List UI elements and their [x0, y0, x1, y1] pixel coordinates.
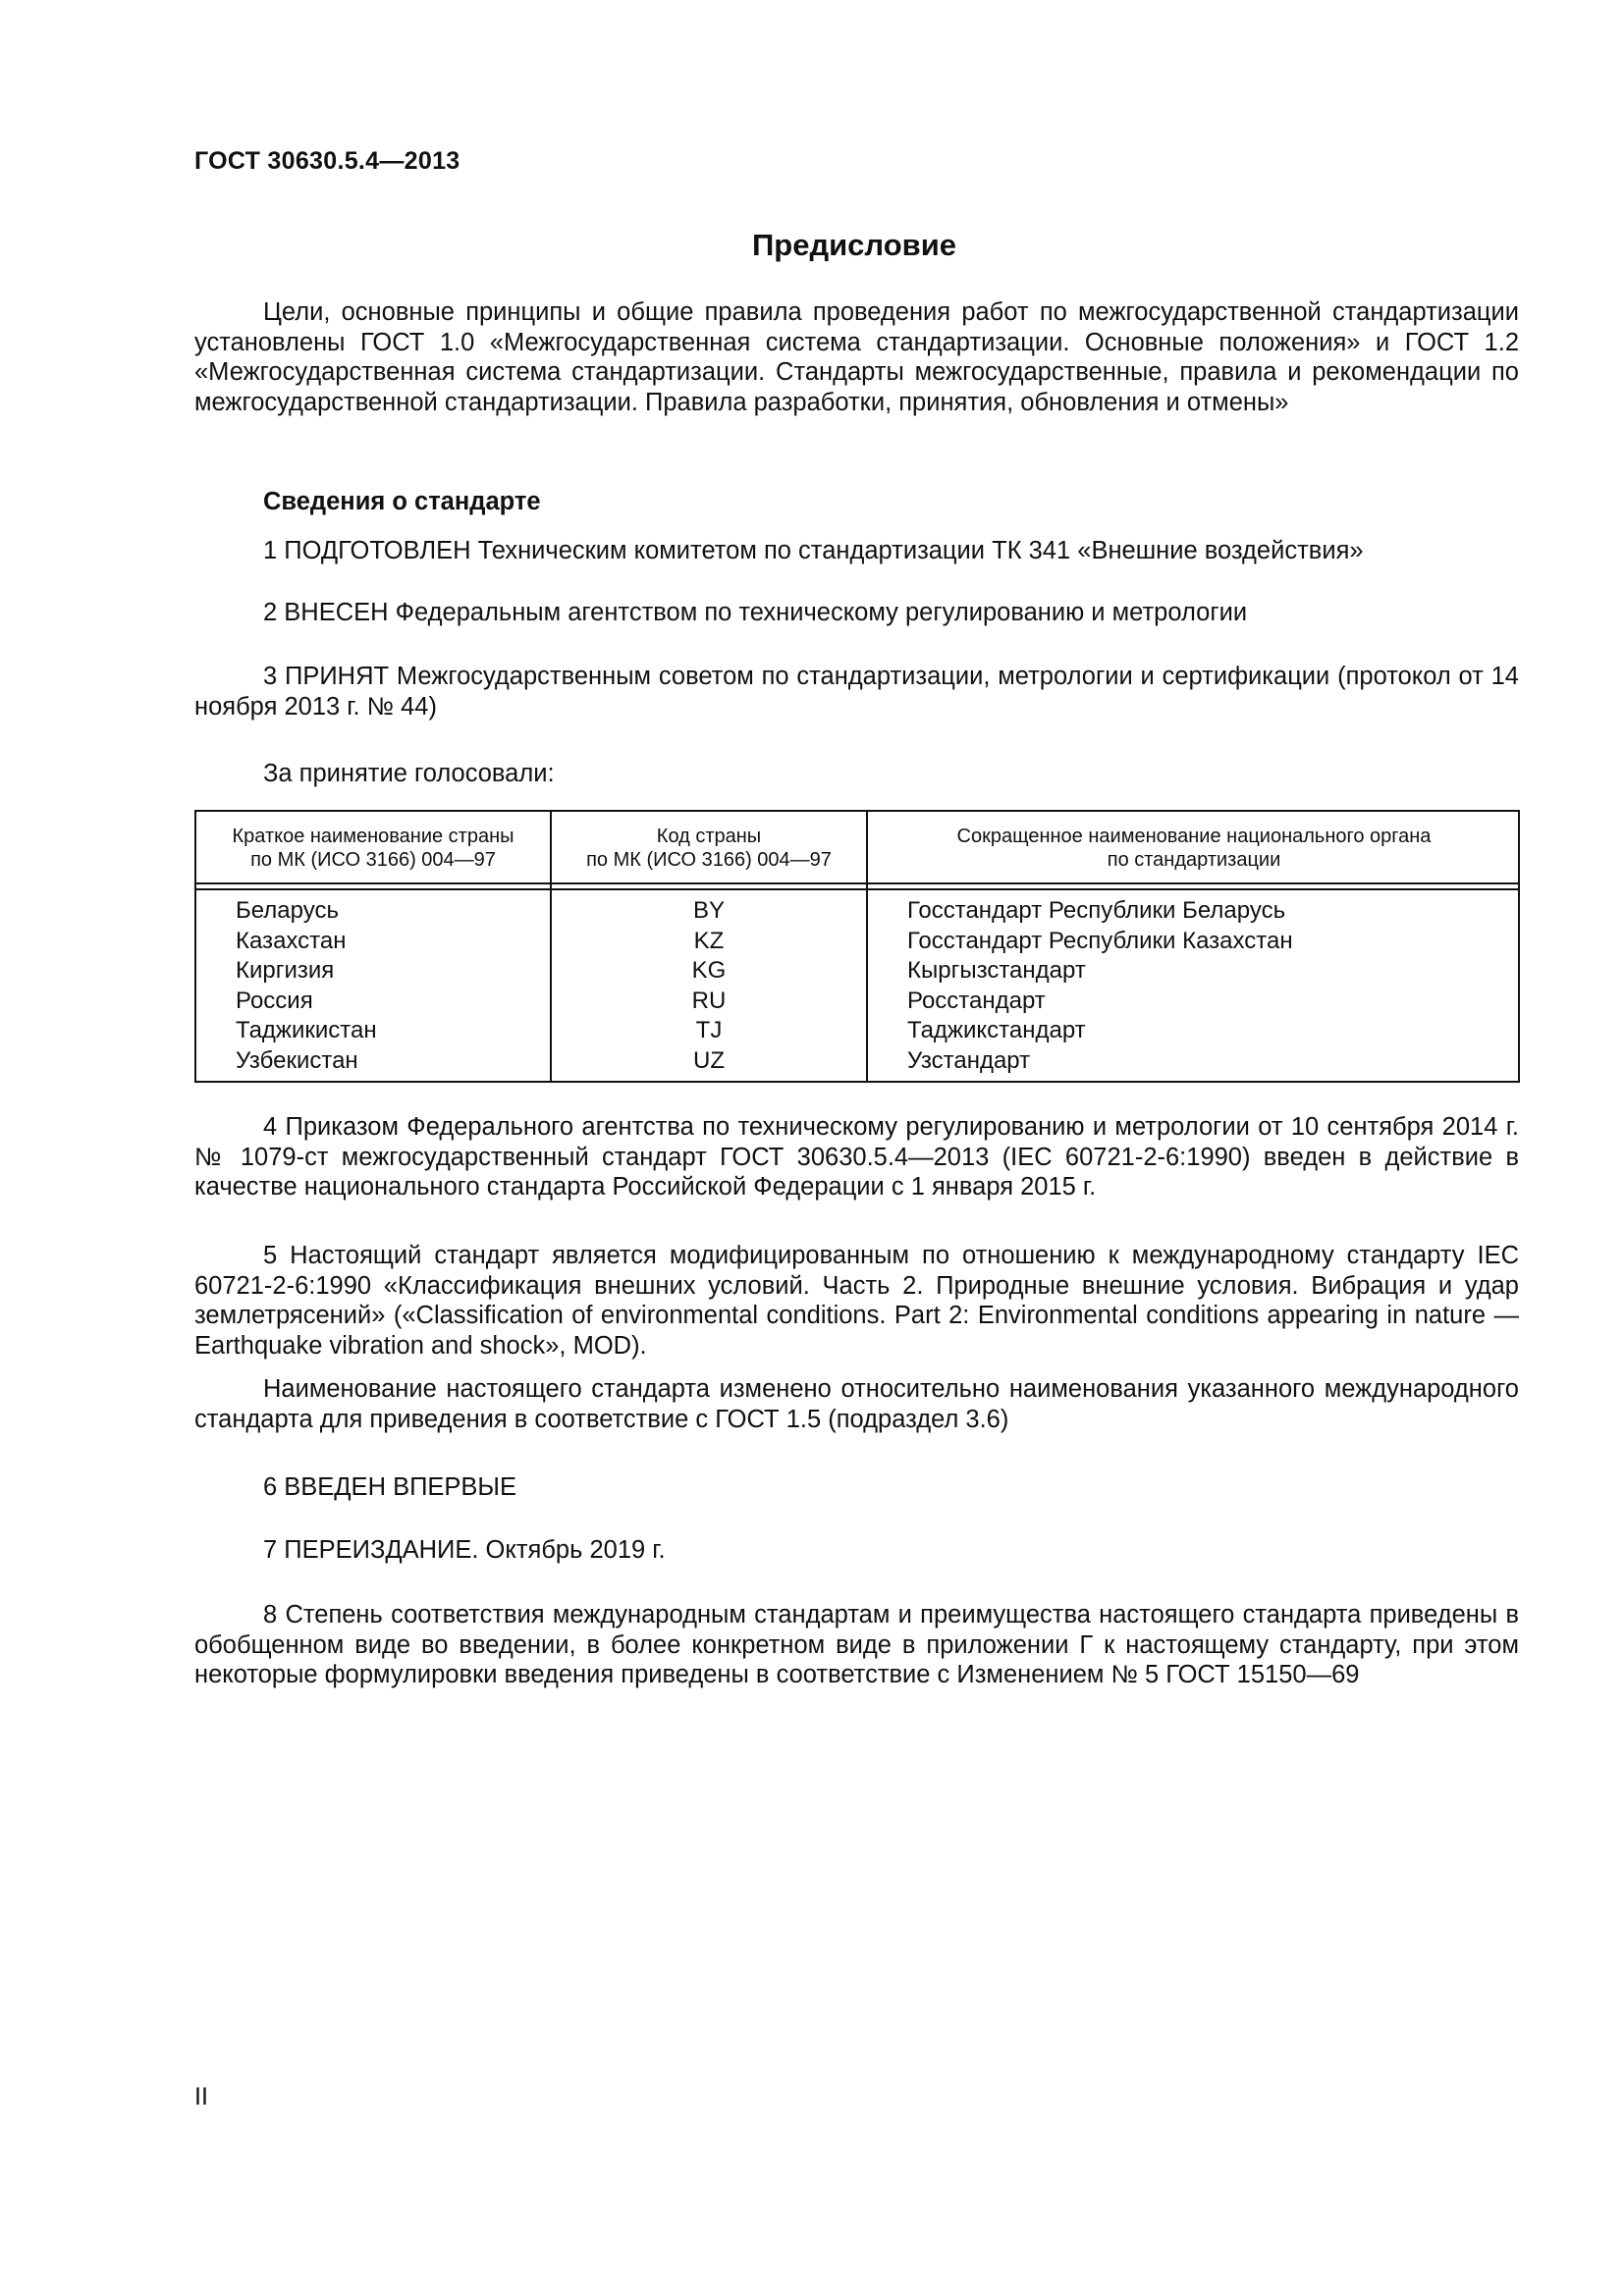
info-heading: Сведения о стандарте — [263, 488, 541, 515]
table-cell-country: Россия — [236, 987, 313, 1014]
item-2: 2 ВНЕСЕН Федеральным агентством по техническому регулированию и метрологии — [263, 599, 1248, 626]
page-number: II — [194, 2083, 208, 2110]
item-3: 3 ПРИНЯТ Межгосударственным советом по стандартизации, метрологии и сертификации (протокол от 14 ноября 2013 г. № 44) — [194, 663, 1519, 721]
header-divider — [196, 882, 1518, 884]
table-cell-country: Узбекистан — [236, 1046, 358, 1074]
table-header — [196, 812, 1518, 882]
code-column — [552, 896, 866, 1076]
table-cell-body: Таджикстандарт — [907, 1017, 1086, 1043]
table-cell-body: Кыргызстандарт — [907, 957, 1086, 984]
vote-label: За принятие голосовали: — [263, 760, 555, 787]
table-cell-code: BY — [692, 897, 725, 924]
item-6: 6 ВВЕДЕН ВПЕРВЫЕ — [263, 1473, 517, 1501]
table-cell-country: Казахстан — [236, 927, 347, 954]
table-cell-country: Киргизия — [236, 957, 335, 984]
header-divider — [196, 888, 1518, 890]
header-code: Код страны по МК (ИСО 3166) 004—97 — [586, 826, 832, 871]
standard-code-header: ГОСТ 30630.5.4—2013 — [194, 147, 460, 175]
item-8: 8 Степень соответствия международным стандартам и преимущества настоящего стандарта приведены в обобщенном виде во введении, в более конкретном виде в приложении Г к настоящему стандарту, при этом некоторые формулировки введения приведены в соответствие с Изменением № 5 ГОСТ 15150—69 — [194, 1601, 1519, 1688]
table-cell-body: Госстандарт Республики Казахстан — [907, 927, 1293, 954]
item-5-note: Наименование настоящего стандарта изменено относительно наименования указанного международного стандарта для приведения в соответствие с ГОСТ 1.5 (подраздел 3.6) — [194, 1375, 1519, 1433]
table-cell-country: Таджикистан — [236, 1017, 377, 1043]
country-column — [236, 896, 540, 1076]
table-cell-body: Узстандарт — [907, 1046, 1031, 1074]
item-4: 4 Приказом Федерального агентства по техническому регулированию и метрологии от 10 сентября 2014 г. № 1079-ст межгосударственный стандарт ГОСТ 30630.5.4—2013 (IEC 60721-2-6:1990) введен в действие в качестве национального стандарта Российской Федерации с 1 января 2015 г. — [194, 1113, 1519, 1201]
intro-paragraph: Цели, основные принципы и общие правила проведения работ по межгосударственной стандартизации установлены ГОСТ 1.0 «Межгосударственная система стандартизации. Основные положения» и ГОСТ 1.2 «Межгосударственная система стандартизации. Стандарты межгосударственные, правила и рекомендации по межгосударственной стандартизации. Правила разработки, принятия, обновления и отмены» — [194, 298, 1519, 416]
item-1: 1 ПОДГОТОВЛЕН Техническим комитетом по стандартизации ТК 341 «Внешние воздействия» — [263, 537, 1364, 564]
table-cell-body: Госстандарт Республики Беларусь — [907, 897, 1286, 924]
table-cell-code: TJ — [695, 1017, 723, 1043]
header-body: Сокращенное наименование национального органа по стандартизации — [956, 826, 1432, 871]
item-7: 7 ПЕРЕИЗДАНИЕ. Октябрь 2019 г. — [263, 1536, 666, 1564]
voting-table — [194, 810, 1520, 1083]
page-title: Предисловие — [751, 228, 956, 262]
table-cell-body: Росстандарт — [907, 987, 1046, 1014]
table-cell-code: UZ — [693, 1046, 725, 1074]
body-column — [907, 896, 1506, 1076]
header-country: Краткое наименование страны по МК (ИСО 3166) 004—97 — [232, 826, 514, 871]
column-divider — [866, 812, 868, 1081]
table-cell-code: KZ — [693, 927, 725, 954]
table-cell-country: Беларусь — [236, 897, 339, 924]
table-cell-code: RU — [691, 987, 727, 1014]
item-5: 5 Настоящий стандарт является модифицированным по отношению к международному стандарту IEC 60721-2-6:1990 «Классификация внешних условий. Часть 2. Природные внешние условия. Вибрация и удар землетрясений» («Classification of environmental conditions. Part 2: Environmental conditions appearing in nature — Earthquake vibration and shock», MOD). — [194, 1242, 1519, 1360]
table-cell-code: KG — [691, 957, 727, 984]
